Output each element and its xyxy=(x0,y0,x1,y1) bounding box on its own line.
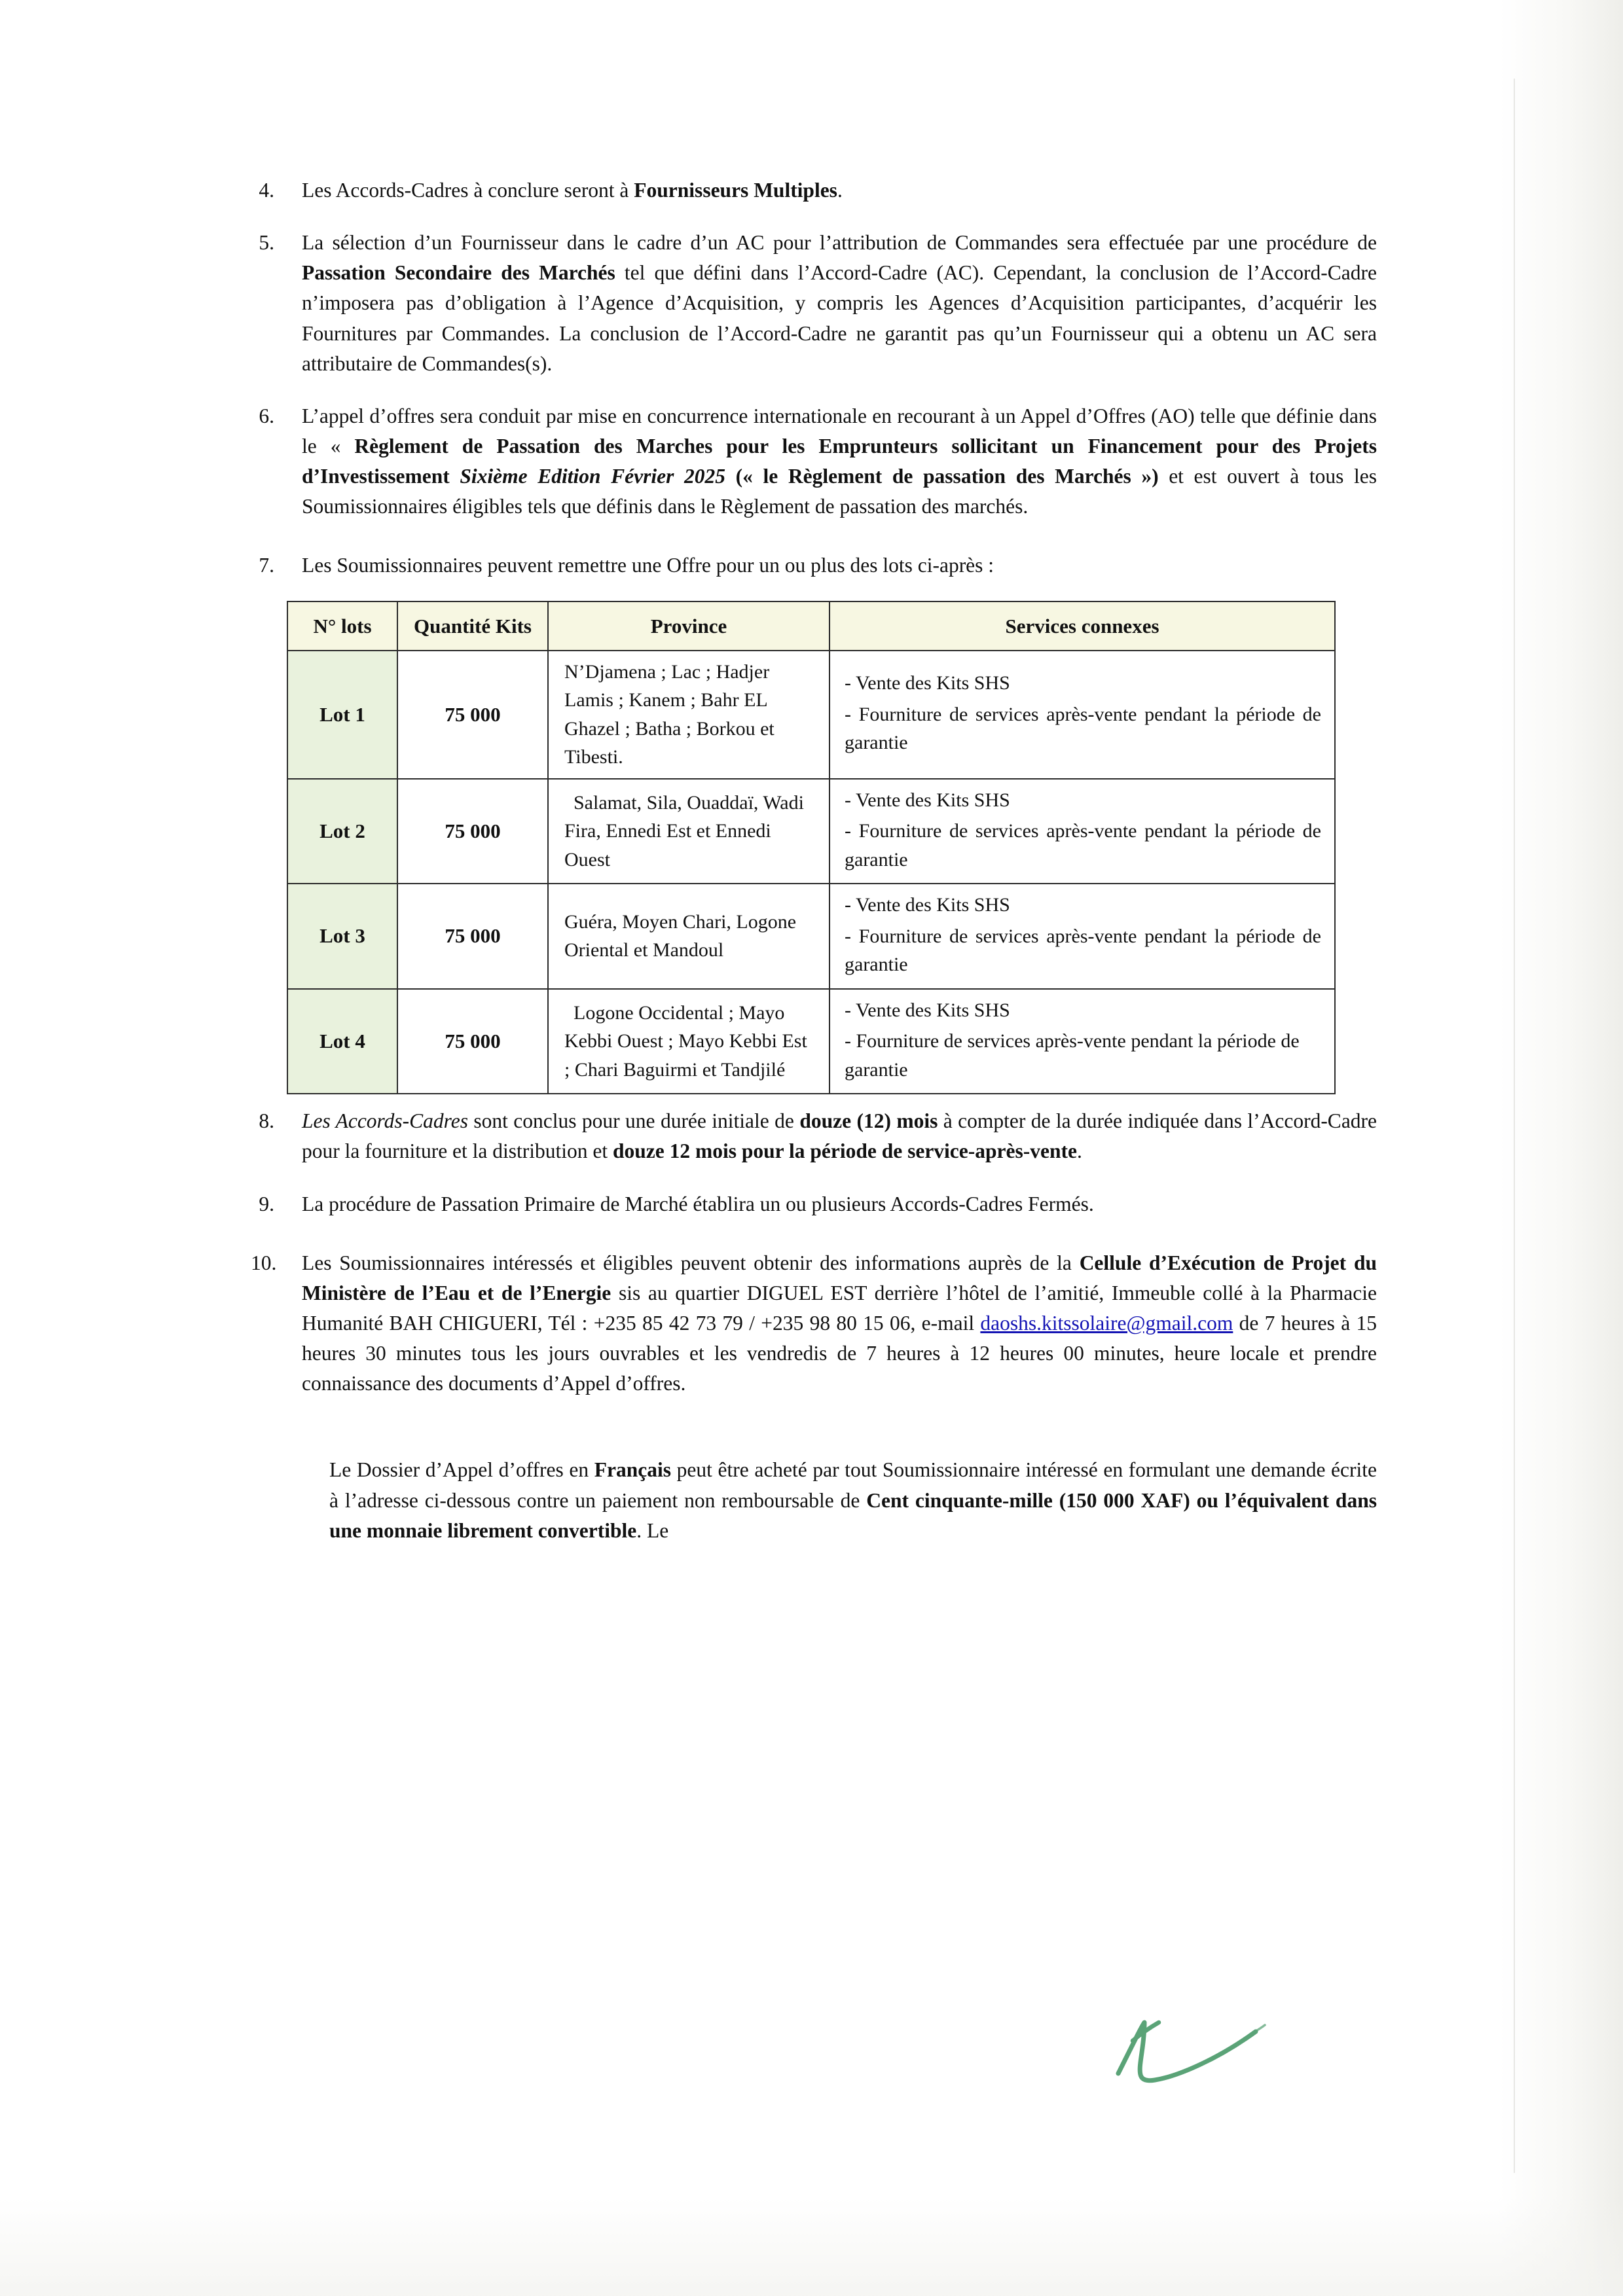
clause-6-bold-reglement-title: Règlement de Passation des Marches pour les Emprunteurs sollicitant un Financement pour des Projets d’Investissement xyxy=(302,434,1377,488)
clause-8-italic-accords-cadres: Les Accords-Cadres xyxy=(302,1109,468,1133)
service-item-aftersales: - Fourniture de services après-vente pendant la période de garantie xyxy=(845,820,1321,870)
service-item-aftersales: - Fourniture de services après-vente pendant la période de garantie xyxy=(845,925,1321,976)
clause-5-part1: La sélection d’un Fournisseur dans le cadre d’un AC pour l’attribution de Commandes sera effectuée par une procédure de xyxy=(302,231,1377,255)
clause-5-number: 5. xyxy=(259,231,274,255)
service-item-sale: - Vente des Kits SHS xyxy=(845,672,1010,694)
clause-6 xyxy=(251,401,1377,522)
closing-paragraph xyxy=(329,1455,1377,1545)
scan-shadow-right xyxy=(1499,0,1623,2296)
clause-5-text xyxy=(302,228,1377,379)
scan-shadow-bottom xyxy=(0,2198,1623,2296)
clause-8-number: 8. xyxy=(259,1109,274,1133)
clause-5 xyxy=(251,228,1377,379)
cell-lot-2: Lot 2 xyxy=(287,779,397,884)
clause-8 xyxy=(251,1106,1377,1166)
closing-part1: Le Dossier d’Appel d’offres en xyxy=(329,1458,594,1482)
closing-part3: . Le xyxy=(636,1518,669,1542)
clause-10-part3: de 7 heures à 15 heures 30 minutes tous les jours ouvrables et les vendredis de 7 heures à 12 heures 00 minutes, heure locale et prendre connaissance des documents d’Appel d’offres. xyxy=(302,1311,1377,1395)
service-item-sale: - Vente des Kits SHS xyxy=(845,894,1010,916)
clause-7 xyxy=(251,550,1377,581)
lots-table xyxy=(287,601,1336,1095)
cell-services-lot-4 xyxy=(830,989,1335,1094)
paragraph-spacer xyxy=(251,1421,1377,1455)
scan-edge-line xyxy=(1514,79,1515,2173)
cell-lot-3: Lot 3 xyxy=(287,884,397,989)
clause-4-number: 4. xyxy=(259,179,274,202)
clause-7-number: 7. xyxy=(259,554,274,577)
clause-8-part1: sont conclus pour une durée initiale de xyxy=(467,1109,800,1133)
table-row xyxy=(287,651,1335,779)
cell-quantity-lot-1: 75 000 xyxy=(397,651,548,779)
clause-4 xyxy=(251,175,1377,206)
cell-services-lot-1 xyxy=(830,651,1335,779)
column-header-quantity-kits: Quantité Kits xyxy=(397,601,548,651)
cell-province-lot-3: Guéra, Moyen Chari, Logone Oriental et Mandoul xyxy=(548,884,830,989)
clause-9-number: 9. xyxy=(259,1192,274,1215)
clause-9 xyxy=(251,1189,1377,1219)
cell-province-lot-1: N’Djamena ; Lac ; Hadjer Lamis ; Kanem ; Bahr EL Ghazel ; Batha ; Borkou et Tibesti. xyxy=(548,651,830,779)
closing-bold-francais: Français xyxy=(594,1458,671,1482)
cell-services-lot-2 xyxy=(830,779,1335,884)
lots-table-body xyxy=(287,651,1335,1094)
clause-10-text xyxy=(302,1248,1377,1399)
lots-table-header-row xyxy=(287,601,1335,651)
cell-province-lot-2: Salamat, Sila, Ouaddaï, Wadi Fira, Ennedi Est et Ennedi Ouest xyxy=(548,779,830,884)
clause-4-part2: . xyxy=(837,179,843,202)
closing-part2: peut être acheté par tout Soumissionnaire intéressé en formulant une demande écrite à l’adresse ci-dessous contre un paiement non remboursable de xyxy=(329,1458,1377,1512)
clause-10-bold-cellule-execution: Cellule d’Exécution de Projet du Ministère de l’Eau et de l’Energie xyxy=(302,1251,1377,1304)
lots-table-head xyxy=(287,601,1335,651)
column-header-province: Province xyxy=(548,601,830,651)
clause-6-part2: et est ouvert à tous les Soumissionnaires éligibles tels que définis dans le Règlement de passation des marchés. xyxy=(302,465,1377,518)
clause-4-bold-fournisseurs-multiples: Fournisseurs Multiples xyxy=(634,179,837,202)
service-item-aftersales: - Fourniture de services après-vente pendant la période de garantie xyxy=(845,703,1321,754)
clause-8-bold-sav-period: douze 12 mois pour la période de service-après-vente xyxy=(613,1139,1077,1163)
clause-5-bold-passation-secondaire: Passation Secondaire des Marchés xyxy=(302,261,615,285)
closing-bold-price: Cent cinquante-mille (150 000 XAF) ou l’équivalent dans une monnaie librement convertible xyxy=(329,1488,1377,1542)
cell-province-lot-4: Logone Occidental ; Mayo Kebbi Ouest ; Mayo Kebbi Est ; Chari Baguirmi et Tandjilé xyxy=(548,989,830,1094)
service-item-sale: - Vente des Kits SHS xyxy=(845,789,1010,811)
clause-8-text xyxy=(302,1106,1377,1166)
clause-6-bolditalic-edition: Sixième Edition Février 2025 xyxy=(460,465,725,488)
lots-table-container xyxy=(287,601,1334,1095)
handwritten-signature xyxy=(1106,2003,1277,2101)
clause-8-part3: . xyxy=(1076,1139,1082,1163)
table-row xyxy=(287,779,1335,884)
document-content xyxy=(251,175,1377,1546)
clause-8-bold-douze-mois: douze (12) mois xyxy=(799,1109,938,1133)
clause-6-part1: L’appel d’offres sera conduit par mise en concurrence internationale en recourant à un Appel d’Offres (AO) telle que définie dans le « xyxy=(302,404,1377,457)
clause-8-part2: à compter de la durée indiquée dans l’Accord-Cadre pour la fourniture et la distribution et xyxy=(302,1109,1377,1163)
clause-6-number: 6. xyxy=(259,404,274,427)
cell-quantity-lot-4: 75 000 xyxy=(397,989,548,1094)
column-header-lot-number: N° lots xyxy=(287,601,397,651)
clause-5-part2: tel que défini dans l’Accord-Cadre (AC). Cependant, la conclusion de l’Accord-Cadre n’imposera pas d’obligation à l’Agence d’Acquisition, y compris les Agences d’Acquisition participantes, d’acquérir les Fournitures par Commandes. La conclusion de l’Accord-Cadre ne garantit pas qu’un Fournisseur qui a obtenu un AC sera attributaire de Commandes(s). xyxy=(302,261,1377,375)
clause-10 xyxy=(251,1248,1377,1399)
cell-lot-4: Lot 4 xyxy=(287,989,397,1094)
column-header-services-connexes: Services connexes xyxy=(830,601,1335,651)
clause-10-part2: sis au quartier DIGUEL EST derrière l’hôtel de l’amitié, Immeuble collé à la Pharmacie Humanité BAH CHIGUERI, Tél : +235 85 42 73 79 / +235 98 80 15 06, e-mail xyxy=(302,1281,1377,1335)
clause-6-text xyxy=(302,401,1377,522)
clause-4-part1: Les Accords-Cadres à conclure seront à xyxy=(302,179,634,202)
clause-6-bold-reglement-short: (« le Règlement de passation des Marchés ») xyxy=(725,465,1159,488)
cell-services-lot-3 xyxy=(830,884,1335,989)
cell-quantity-lot-3: 75 000 xyxy=(397,884,548,989)
table-row xyxy=(287,884,1335,989)
clause-10-part1: Les Soumissionnaires intéressés et éligibles peuvent obtenir des informations auprès de la xyxy=(302,1251,1080,1274)
cell-quantity-lot-2: 75 000 xyxy=(397,779,548,884)
clause-7-text: Les Soumissionnaires peuvent remettre une Offre pour un ou plus des lots ci-après : xyxy=(302,554,994,577)
clause-9-text: La procédure de Passation Primaire de Marché établira un ou plusieurs Accords-Cadres Fermés. xyxy=(302,1192,1094,1215)
signature-ink-icon xyxy=(1106,2003,1277,2101)
clause-4-text xyxy=(302,175,1377,206)
service-item-aftersales: - Fourniture de services après-vente pendant la période de garantie xyxy=(845,1030,1300,1081)
email-link[interactable]: daoshs.kitssolaire@gmail.com xyxy=(980,1311,1233,1335)
cell-lot-1: Lot 1 xyxy=(287,651,397,779)
service-item-sale: - Vente des Kits SHS xyxy=(845,999,1010,1021)
table-row xyxy=(287,989,1335,1094)
clause-10-number: 10. xyxy=(251,1251,277,1274)
